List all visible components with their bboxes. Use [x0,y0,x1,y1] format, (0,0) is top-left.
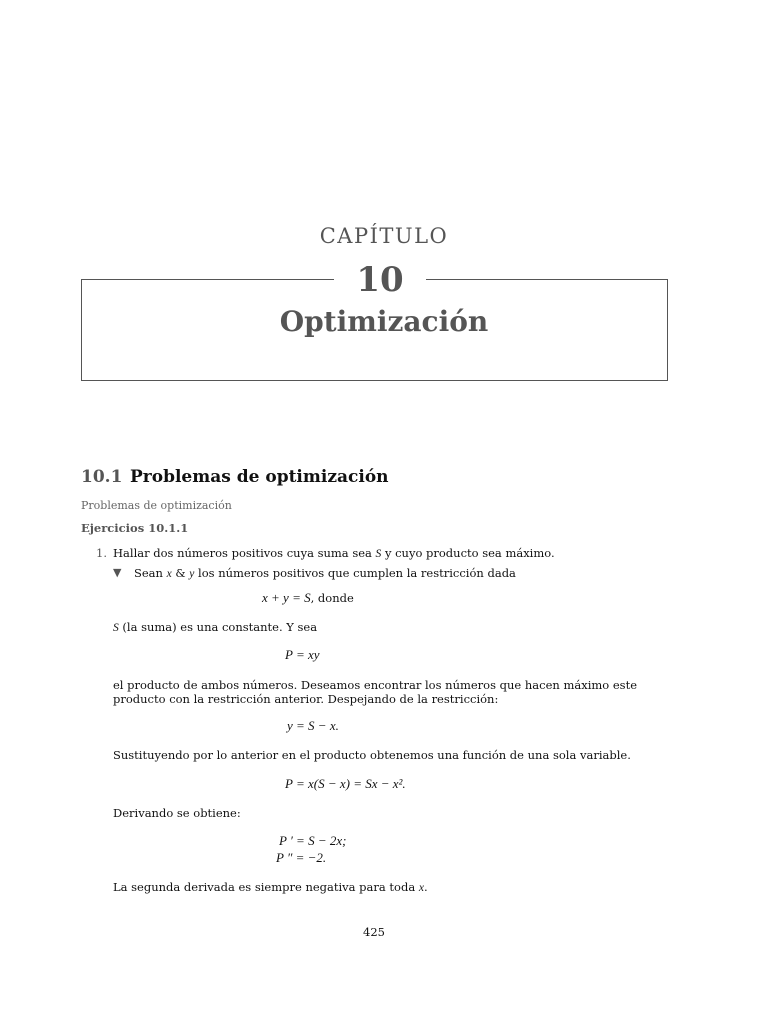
statement-part-a: Hallar dos números positivos cuya suma sea [113,546,372,560]
constraint-math: x + y = S [262,590,311,605]
paragraph-constant [113,620,317,634]
intro-var-y: y [189,568,195,580]
conclusion-text: La segunda derivada es siempre negativa para toda [113,880,416,894]
intro-text-a: Sean [134,566,163,580]
section-number: 10.1 [81,467,123,487]
paragraph-substitution: Sustituyendo por lo anterior en el producto obtenemos una función de una sola variable. [113,748,631,762]
solution-marker-icon: ▼ [113,566,122,579]
constant-variable: S [113,622,119,634]
equation-solve-y: y = S − x. [287,718,339,733]
exercise-statement [113,546,555,560]
constant-text: (la suma) es una constante. Y sea [122,620,318,634]
equation-function: P = x(S − x) = Sx − x². [285,776,406,791]
equation-product: P = xy [285,647,320,662]
equation-first-derivative: P ′ = S − 2x; [279,833,347,848]
chapter-title: Optimización [279,305,489,338]
chapter-number: 10 [356,260,404,300]
page-number: 425 [363,925,385,939]
section-title: Problemas de optimización [130,467,389,487]
exercises-heading: Ejercicios 10.1.1 [81,521,189,535]
intro-ampersand: & [175,566,186,580]
statement-variable: S [375,548,382,560]
exercise-number: 1. [96,546,107,560]
paragraph-derivative: Derivando se obtiene: [113,806,241,820]
paragraph-conclusion [113,880,428,894]
statement-part-b: y cuyo producto sea máximo. [384,546,555,560]
intro-text-b: los números positivos que cumplen la restricción dada [198,566,516,580]
conclusion-period: . [423,880,428,894]
chapter-label: CAPÍTULO [319,224,449,248]
conclusion-variable: x [418,882,424,894]
solution-intro [134,566,516,580]
equation-second-derivative: P ″ = −2. [276,850,327,865]
intro-var-x: x [166,568,172,580]
paragraph-product: el producto de ambos números. Deseamos encontrar los números que hacen máximo este producto con la restricción anterior. Despejando de la restricción: [113,678,638,706]
constraint-suffix: , donde [310,591,354,605]
subsection-title: Problemas de optimización [81,499,232,512]
equation-constraint [262,590,354,606]
